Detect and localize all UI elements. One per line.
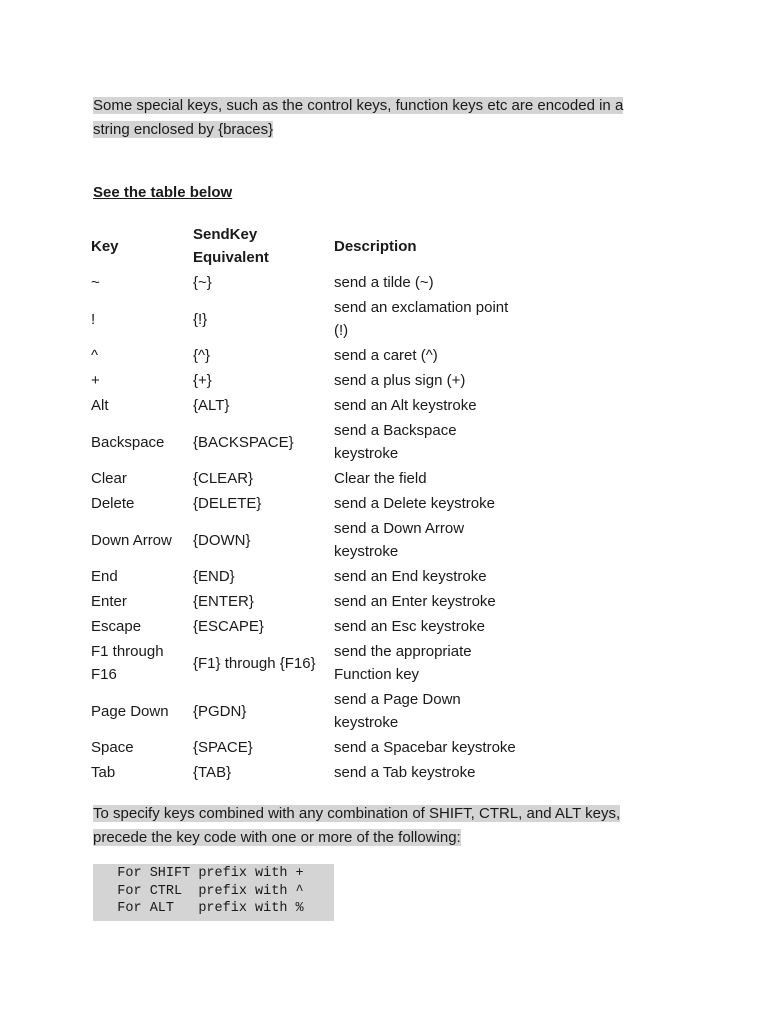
cell-key-text: + [91, 372, 100, 389]
table-row [88, 270, 527, 295]
sendkey-table [88, 222, 527, 785]
cell-description-text: send a caret (^) [334, 347, 438, 364]
cell-description-text: Clear the field [334, 470, 427, 487]
cell-key-text: Down Arrow [91, 531, 172, 549]
cell-sendkey [190, 368, 331, 393]
cell-description-text: send a plus sign (+) [334, 372, 466, 389]
table-row [88, 418, 527, 466]
cell-key [88, 270, 190, 295]
cell-key-text: Space [91, 739, 134, 756]
see-table-heading: See the table below [93, 184, 233, 201]
cell-sendkey [190, 491, 331, 516]
combo-line-1: To specify keys combined with any combination of SHIFT, CTRL, and ALT keys, [93, 805, 621, 822]
cell-sendkey-text: {SPACE} [193, 739, 253, 756]
table-body [88, 270, 527, 785]
cell-key-text: ~ [91, 274, 100, 291]
table-row [88, 393, 527, 418]
cell-sendkey [190, 393, 331, 418]
cell-key-text: Alt [91, 397, 109, 414]
cell-sendkey [190, 735, 331, 760]
cell-description [331, 735, 527, 760]
cell-key-text: Escape [91, 618, 142, 635]
table-row [88, 687, 527, 735]
intro-line-1: Some special keys, such as the control keys, function keys etc are encoded in a [93, 97, 624, 114]
cell-sendkey-text: {DELETE} [193, 495, 262, 512]
cell-sendkey [190, 516, 331, 564]
cell-description [331, 491, 527, 516]
table-row [88, 466, 527, 491]
cell-description-text: send a Delete keystroke [334, 495, 495, 512]
cell-key [88, 295, 190, 343]
cell-key [88, 760, 190, 785]
cell-description-text-line-2: Function key [334, 666, 420, 683]
cell-sendkey [190, 687, 331, 735]
cell-description [331, 466, 527, 491]
cell-description-text: send a Spacebar keystroke [334, 739, 516, 756]
intro-paragraph [93, 94, 653, 141]
cell-sendkey-text: {TAB} [193, 764, 232, 781]
cell-key [88, 516, 190, 564]
cell-description [331, 639, 527, 687]
cell-sendkey [190, 343, 331, 368]
cell-key-text: Backspace [91, 433, 165, 451]
cell-sendkey-text: {!} [193, 310, 208, 328]
cell-description-text: send the appropriate [334, 643, 472, 660]
cell-description-text-line-2: (!) [334, 322, 349, 339]
cell-sendkey [190, 270, 331, 295]
cell-sendkey [190, 466, 331, 491]
header-description: Description [334, 237, 417, 255]
cell-key-text: Delete [91, 495, 135, 512]
cell-sendkey-text: {CLEAR} [193, 470, 254, 487]
cell-description [331, 589, 527, 614]
code-line-1: For SHIFT prefix with + [93, 866, 304, 881]
cell-description-text: send a Down Arrow [334, 520, 465, 537]
cell-description [331, 368, 527, 393]
cell-key-text-line-2: F16 [91, 666, 117, 683]
cell-description [331, 687, 527, 735]
cell-sendkey-text: {F1} through {F16} [193, 654, 316, 672]
table-row [88, 343, 527, 368]
cell-key [88, 418, 190, 466]
cell-key-text: ! [91, 310, 96, 328]
header-key: Key [91, 237, 119, 255]
combo-paragraph [93, 802, 653, 849]
cell-sendkey-text: {DOWN} [193, 531, 251, 549]
cell-description [331, 393, 527, 418]
cell-key-text: ^ [91, 347, 99, 364]
table-row [88, 614, 527, 639]
cell-description [331, 564, 527, 589]
intro-line-2: string enclosed by {braces} [93, 120, 274, 138]
cell-sendkey [190, 418, 331, 466]
cell-sendkey-text: {END} [193, 568, 235, 585]
cell-key-text: End [91, 568, 118, 585]
cell-sendkey [190, 760, 331, 785]
cell-sendkey-text: {ALT} [193, 397, 230, 414]
cell-sendkey [190, 589, 331, 614]
cell-description-text: send a tilde (~) [334, 274, 434, 291]
cell-key [88, 589, 190, 614]
cell-sendkey-text: {BACKSPACE} [193, 433, 294, 451]
code-line-2: For CTRL prefix with ^ [93, 883, 304, 899]
cell-key [88, 614, 190, 639]
cell-key [88, 491, 190, 516]
cell-description-text-line-2: keystroke [334, 714, 399, 731]
table-row [88, 295, 527, 343]
cell-key-text: Tab [91, 764, 116, 781]
table-row [88, 564, 527, 589]
table-header-row [88, 222, 527, 270]
cell-description [331, 760, 527, 785]
cell-key [88, 564, 190, 589]
cell-key-text: Clear [91, 470, 127, 487]
cell-description-text: send an End keystroke [334, 568, 487, 585]
table-row [88, 760, 527, 785]
code-block [93, 864, 334, 921]
combo-line-2: precede the key code with one or more of the following: [93, 828, 461, 846]
header-sendkey [190, 222, 331, 270]
table-row [88, 589, 527, 614]
cell-description-text: send an Esc keystroke [334, 618, 485, 635]
cell-sendkey [190, 614, 331, 639]
cell-description [331, 614, 527, 639]
table-row [88, 735, 527, 760]
cell-key [88, 343, 190, 368]
cell-description-text-line-2: keystroke [334, 543, 399, 560]
cell-key [88, 687, 190, 735]
cell-sendkey-text: {~} [193, 274, 212, 291]
cell-sendkey [190, 295, 331, 343]
table-row [88, 491, 527, 516]
table-row [88, 368, 527, 393]
cell-key [88, 639, 190, 687]
cell-sendkey [190, 639, 331, 687]
cell-sendkey-text: {ESCAPE} [193, 618, 264, 635]
cell-key-text: Page Down [91, 702, 169, 720]
table-row [88, 516, 527, 564]
code-line-3: For ALT prefix with % [93, 901, 304, 916]
cell-description [331, 418, 527, 466]
cell-description-text: send a Tab keystroke [334, 764, 476, 781]
cell-description-text: send an Enter keystroke [334, 593, 496, 610]
cell-description-text: send a Backspace [334, 422, 457, 439]
cell-key [88, 368, 190, 393]
cell-description [331, 295, 527, 343]
cell-sendkey-text: {^} [193, 347, 211, 364]
cell-description-text: send a Page Down [334, 691, 461, 708]
cell-key-text: Enter [91, 593, 127, 610]
header-sendkey-line-2: Equivalent [193, 249, 269, 266]
table-row [88, 639, 527, 687]
cell-sendkey-text: {ENTER} [193, 593, 254, 610]
cell-description [331, 343, 527, 368]
cell-key [88, 735, 190, 760]
cell-key-text: F1 through [91, 643, 164, 660]
cell-sendkey-text: {+} [193, 372, 212, 389]
cell-sendkey-text: {PGDN} [193, 702, 247, 720]
cell-sendkey [190, 564, 331, 589]
cell-description [331, 270, 527, 295]
cell-key [88, 393, 190, 418]
cell-key [88, 466, 190, 491]
cell-description [331, 516, 527, 564]
cell-description-text: send an exclamation point [334, 299, 509, 316]
header-sendkey-line-1: SendKey [193, 226, 258, 243]
cell-description-text-line-2: keystroke [334, 445, 399, 462]
cell-description-text: send an Alt keystroke [334, 397, 477, 414]
